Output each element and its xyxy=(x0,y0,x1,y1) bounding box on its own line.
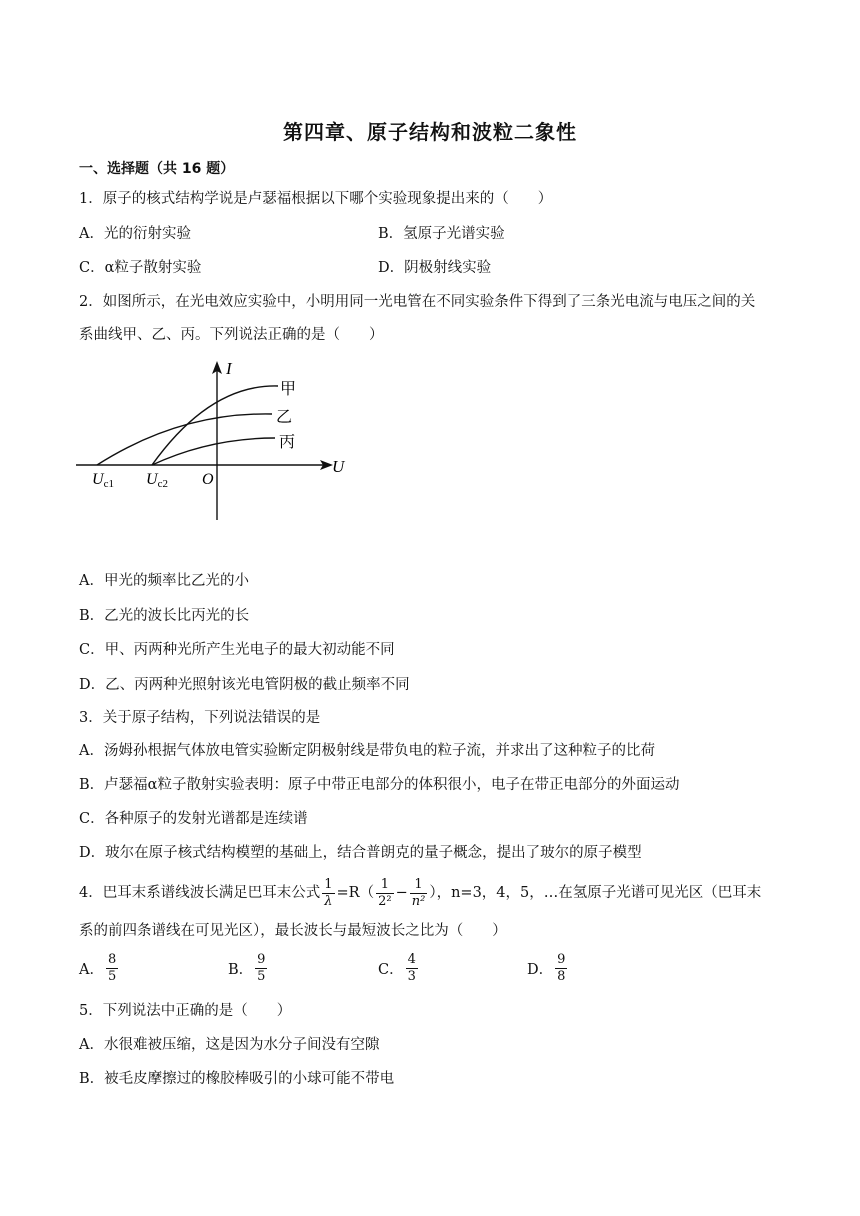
q4-option-b-num: 9 xyxy=(257,952,266,967)
q4-option-c-den: 3 xyxy=(407,969,416,984)
q1-stem: 1．原子的核式结构学说是卢瑟福根据以下哪个实验现象提出来的（ ） xyxy=(79,191,553,207)
formula-f2-num: 1 xyxy=(410,877,428,894)
q4-option-c-label: C． xyxy=(378,962,404,978)
uc1-label: Uc1 xyxy=(92,471,114,490)
formula-f2-den: n² xyxy=(411,893,426,909)
q4-option-b-fraction xyxy=(255,952,267,985)
label-jia: 甲 xyxy=(280,381,297,398)
formula-lhs-den: λ xyxy=(324,893,333,909)
q4-option-c-num: 4 xyxy=(407,952,416,967)
formula-minus: − xyxy=(395,885,408,901)
q2-option-c: C．甲、丙两种光所产生光电子的最大初动能不同 xyxy=(79,642,395,658)
q4-option-b xyxy=(228,952,269,985)
q4-option-c-fraction xyxy=(406,952,418,985)
q1-option-d: D．阴极射线实验 xyxy=(378,260,492,276)
formula-f2-fraction xyxy=(410,877,428,910)
q4-option-b-den: 5 xyxy=(257,969,266,984)
q2-option-b: B．乙光的波长比丙光的长 xyxy=(79,608,250,624)
label-yi: 乙 xyxy=(276,409,293,426)
q3-option-c: C．各种原子的发射光谱都是连续谱 xyxy=(79,811,308,827)
q4-option-a xyxy=(79,952,120,985)
q5-option-a: A．水很难被压缩，这是因为水分子间没有空隙 xyxy=(79,1037,380,1053)
q4-option-d xyxy=(527,952,569,985)
q2-option-d: D．乙、丙两种光照射该光电管阴极的截止频率不同 xyxy=(79,677,410,693)
q4-option-a-den: 5 xyxy=(107,969,117,984)
i-axis-label: I xyxy=(226,359,232,378)
q4-option-b-label: B． xyxy=(228,962,254,978)
q4-stem-line2: 系的前四条谱线在可见光区），最长波长与最短波长之比为（ ） xyxy=(79,923,507,939)
uc2-label: Uc2 xyxy=(146,471,168,490)
q2-stem-line1: 2．如图所示，在光电效应实验中，小明用同一光电管在不同实验条件下得到了三条光电流与电压之间的关 xyxy=(79,294,756,310)
q1-option-b: B．氢原子光谱实验 xyxy=(378,226,505,242)
q4-option-d-num: 9 xyxy=(557,952,566,967)
q4-option-d-fraction xyxy=(555,952,567,985)
q3-option-b: B．卢瑟福α粒子散射实验表明：原子中带正电部分的体积很小，电子在带正电部分的外面运动 xyxy=(79,777,680,793)
label-bing: 丙 xyxy=(279,434,296,451)
origin-label: O xyxy=(202,471,214,488)
q4-stem-suffix: ），n=3，4，5，…在氢原子光谱可见光区（巴耳末 xyxy=(429,885,762,901)
formula-f1-den: 2² xyxy=(378,893,392,909)
q4-option-d-label: D． xyxy=(527,962,554,978)
q4-option-d-den: 8 xyxy=(557,969,566,984)
formula-lhs-fraction xyxy=(322,877,334,910)
q5-option-b: B．被毛皮摩擦过的橡胶棒吸引的小球可能不带电 xyxy=(79,1071,395,1087)
q4-stem-prefix: 4．巴耳末系谱线波长满足巴耳末公式 xyxy=(79,885,321,901)
formula-f1-num: 1 xyxy=(376,877,393,894)
q3-option-d: D．玻尔在原子核式结构模塑的基础上，结合普朗克的量子概念，提出了玻尔的原子模型 xyxy=(79,845,642,861)
q2-option-a: A．甲光的频率比乙光的小 xyxy=(79,573,249,589)
q4-stem-line1 xyxy=(79,875,761,911)
q4-option-a-fraction xyxy=(106,952,118,985)
formula-lhs-num: 1 xyxy=(324,876,333,892)
q4-option-c xyxy=(378,952,420,985)
formula-eq: =R（ xyxy=(336,885,375,901)
q4-option-a-label: A． xyxy=(79,962,104,978)
page-title: 第四章、原子结构和波粒二象性 xyxy=(283,120,577,144)
u-axis-label: U xyxy=(332,457,345,476)
q3-stem: 3．关于原子结构，下列说法错误的是 xyxy=(79,710,321,726)
formula-f1-fraction xyxy=(376,877,393,910)
q5-stem: 5．下列说法中正确的是（ ） xyxy=(79,1003,292,1019)
curve-jia xyxy=(152,386,278,465)
q3-option-a: A．汤姆孙根据气体放电管实验断定阴极射线是带负电的粒子流，并求出了这种粒子的比荷 xyxy=(79,743,655,759)
photoelectric-iu-graph xyxy=(70,352,370,528)
q1-option-c: C．α粒子散射实验 xyxy=(79,260,202,276)
q4-option-a-num: 8 xyxy=(107,952,117,967)
section-heading: 一、选择题（共 16 题） xyxy=(79,161,235,177)
q1-option-a: A．光的衍射实验 xyxy=(79,226,191,242)
q2-stem-line2: 系曲线甲、乙、丙。下列说法正确的是（ ） xyxy=(79,327,384,343)
